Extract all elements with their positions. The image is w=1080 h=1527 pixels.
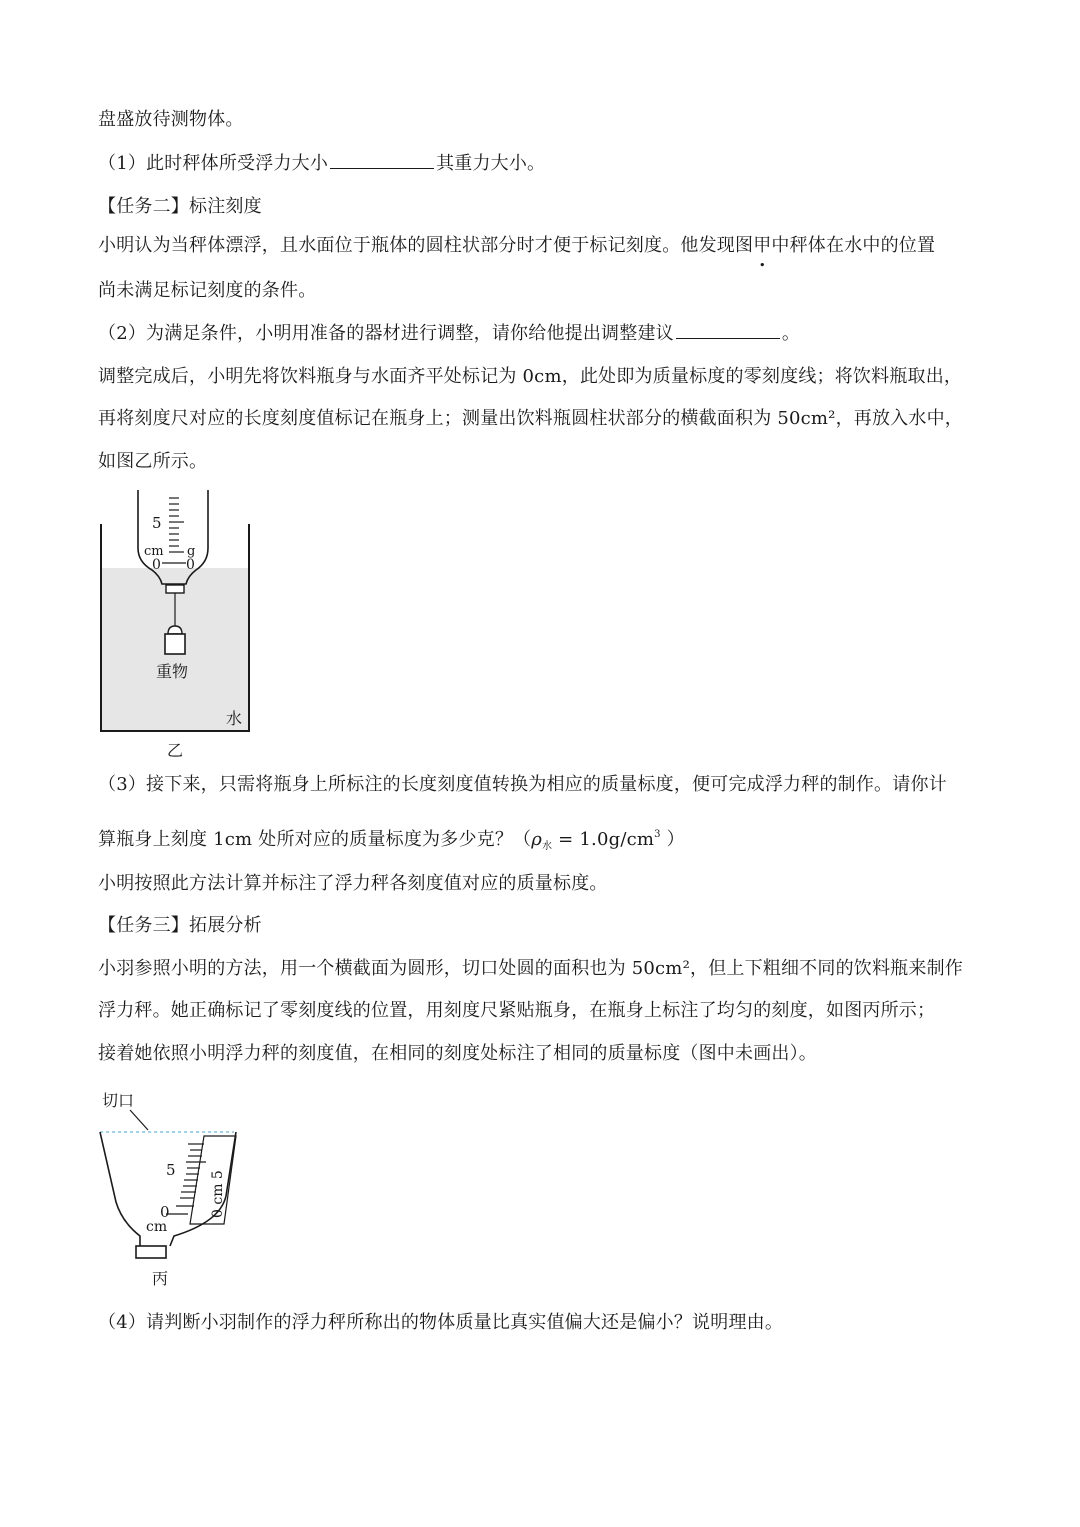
unit-cm-label: cm: [144, 544, 164, 559]
q2-suffix: 。: [781, 323, 801, 344]
zero-right-label: 0: [186, 557, 195, 573]
figure-bing-caption: 丙: [152, 1269, 169, 1288]
density-value: = 1.0g/cm: [552, 829, 655, 850]
figure-yi-caption: 乙: [167, 741, 184, 760]
task2-title: 【任务二】标注刻度: [98, 196, 262, 217]
task2-heading: [98, 195, 262, 219]
q3b-text: 算瓶身上刻度 1cm 处所对应的质量标度为多少克？（: [98, 829, 532, 850]
emphasis-char: 甲: [753, 235, 772, 256]
paragraph-4: [98, 872, 608, 896]
ruler-ticks: [166, 1144, 206, 1214]
scale-ticks: [162, 498, 186, 563]
paragraph-task2-b: [98, 279, 316, 303]
unit-cm-label: cm: [146, 1219, 168, 1235]
paragraph-3a: [98, 365, 962, 389]
q1-suffix: 其重力大小。: [436, 153, 546, 174]
p2a-part2: 中秤体在水中的位置: [771, 235, 936, 256]
bottle-cap: [136, 1246, 166, 1258]
figure-bing: [96, 1084, 256, 1294]
question-3a: [98, 773, 947, 797]
question-2: [98, 322, 800, 346]
paragraph-3c: [98, 450, 207, 474]
p3b-text: 再将刻度尺对应的长度刻度值标记在瓶身上；测量出饮料瓶圆柱状部分的横截面积为 50cm²，再放入水中，: [98, 408, 963, 429]
task3-title: 【任务三】拓展分析: [98, 915, 262, 936]
weight-block: [165, 634, 185, 654]
density-exponent: 3: [654, 829, 661, 840]
rho-subscript: 水: [542, 841, 553, 852]
q4-text: （4）请判断小羽制作的浮力秤所称出的物体质量比真实值偏大还是偏小？说明理由。: [98, 1312, 784, 1333]
q1-answer-blank[interactable]: [330, 152, 434, 169]
tick-label-5: 5: [152, 514, 162, 532]
question-3b: [98, 823, 685, 859]
p2b-text: 尚未满足标记刻度的条件。: [98, 280, 317, 301]
weight-label: 重物: [156, 662, 189, 681]
unit-g-label: g: [187, 544, 196, 559]
p3a-text: 调整完成后，小明先将饮料瓶身与水面齐平处标记为 0cm，此处即为质量标度的零刻度线；将饮料瓶取出，: [98, 366, 963, 387]
paragraph-task2-a: [98, 234, 935, 258]
p5c-text: 接着她依照小明浮力秤的刻度值，在相同的刻度处标注了相同的质量标度（图中未画出）。: [98, 1043, 817, 1064]
paragraph-5c: [98, 1042, 817, 1066]
paragraph-3b: [98, 407, 963, 431]
cut-label: 切口: [102, 1091, 135, 1110]
q3b-close: ）: [660, 829, 685, 850]
figure-yi: [96, 486, 256, 766]
intro-text: 盘盛放待测物体。: [98, 109, 244, 130]
cut-pointer: [130, 1110, 148, 1130]
tick-label-0: 0: [160, 1203, 170, 1221]
paragraph-intro: [98, 108, 244, 132]
p2a-part1: 小明认为当秤体漂浮，且水面位于瓶体的圆柱状部分时才便于标记刻度。他发现图: [98, 235, 754, 256]
tick-label-5: 5: [166, 1161, 176, 1179]
zero-left-label: 0: [152, 557, 161, 573]
q3a-text: （3）接下来，只需将瓶身上所标注的长度刻度值转换为相应的质量标度，便可完成浮力秤的制作。请你计: [98, 774, 947, 795]
q2-answer-blank[interactable]: [676, 322, 780, 339]
question-1: [98, 152, 545, 176]
paragraph-5b: [98, 999, 935, 1023]
q1-prefix: （1）此时秤体所受浮力大小: [98, 153, 329, 174]
bottle-left-side: [100, 1132, 140, 1246]
ruler-scale-text: 0 cm 5: [210, 1170, 226, 1218]
p3c-text: 如图乙所示。: [98, 451, 208, 472]
task3-heading: [98, 914, 262, 938]
q2-prefix: （2）为满足条件，小明用准备的器材进行调整，请你给他提出调整建议: [98, 323, 674, 344]
water-label: 水: [226, 709, 243, 728]
p5a-text: 小羽参照小明的方法，用一个横截面为圆形，切口处圆的面积也为 50cm²，但上下粗细不同的饮料瓶来制作: [98, 958, 963, 979]
bottle-cap: [166, 585, 184, 593]
rho-symbol: ρ: [531, 829, 543, 850]
p5b-text: 浮力秤。她正确标记了零刻度线的位置，用刻度尺紧贴瓶身，在瓶身上标注了均匀的刻度，如图丙所示；: [98, 1000, 936, 1021]
question-4: [98, 1311, 783, 1335]
paragraph-5a: [98, 957, 963, 981]
weight-hook: [168, 626, 182, 634]
p4-text: 小明按照此方法计算并标注了浮力秤各刻度值对应的质量标度。: [98, 873, 608, 894]
bottle-right-side: [170, 1132, 236, 1246]
